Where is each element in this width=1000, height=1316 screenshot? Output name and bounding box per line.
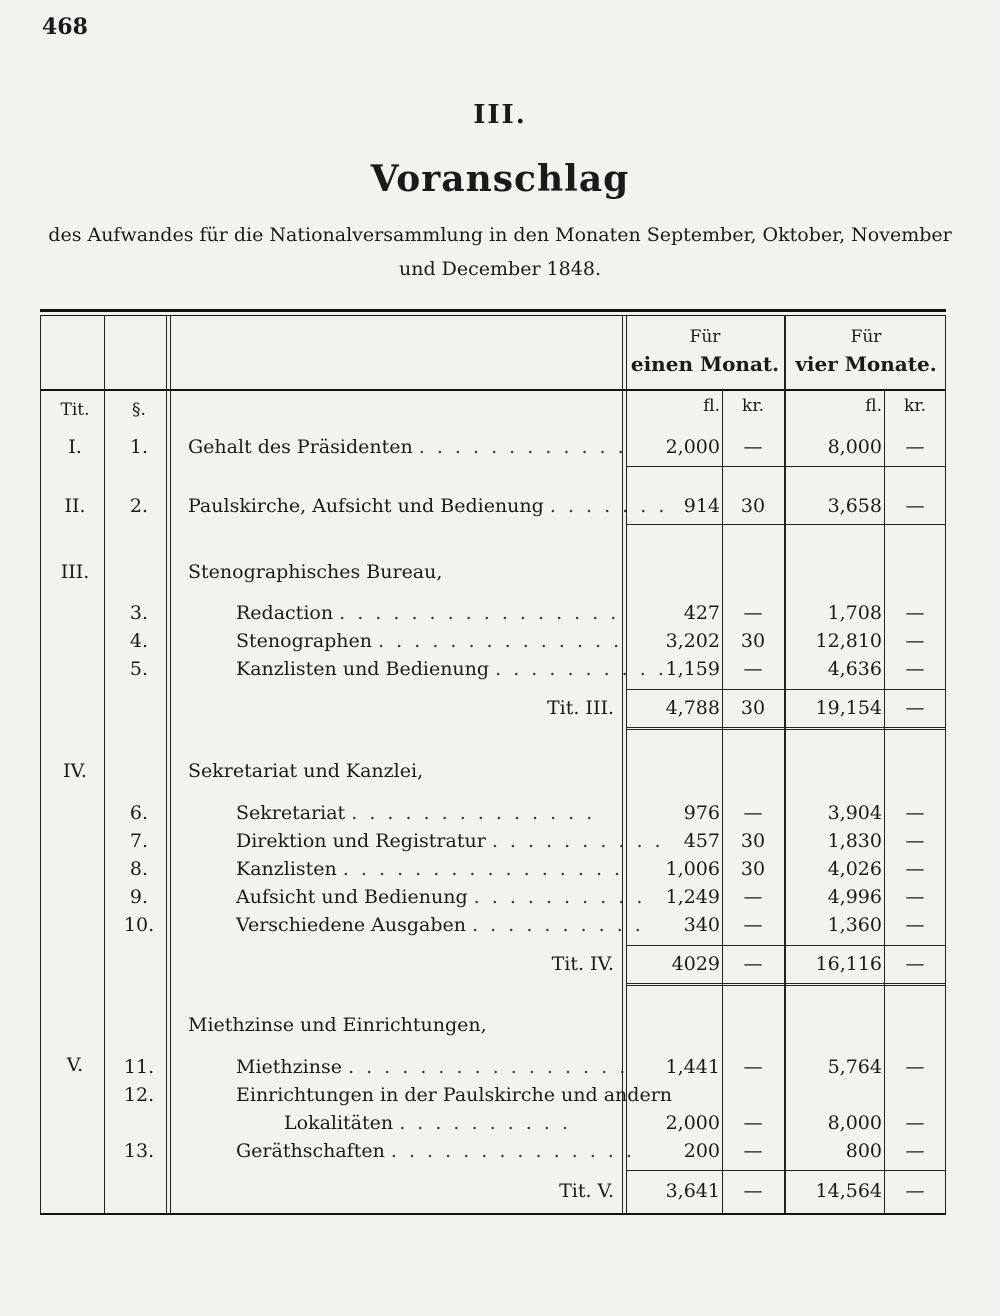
subtotal-one-month-kr: — xyxy=(743,1180,763,1202)
amount-four-months-fl: 800 xyxy=(845,1140,882,1162)
paragraph-number: 11. xyxy=(123,1056,155,1078)
paragraph-number: 3. xyxy=(129,602,149,624)
amount-four-months-fl: 4,026 xyxy=(827,858,882,880)
subtotal-rule xyxy=(626,945,946,946)
title-number: IV. xyxy=(63,760,87,782)
line-item-label: Geräthschaften . . . . . . . . . . . . . . xyxy=(236,1140,635,1162)
amount-four-months-fl: 8,000 xyxy=(827,436,882,458)
header-einen-monat: einen Monat. xyxy=(630,352,780,376)
amount-four-months-fl: 1,830 xyxy=(827,830,882,852)
amount-four-months-fl: 3,904 xyxy=(827,802,882,824)
subtotal-rule xyxy=(626,1170,946,1171)
paragraph-number: 7. xyxy=(129,830,149,852)
table-border-left xyxy=(40,315,41,1213)
line-item-label: Einrichtungen in der Paulskirche und andern xyxy=(236,1084,673,1106)
line-item-label-continued: Lokalitäten . . . . . . . . . . xyxy=(284,1112,571,1134)
line-item-label: Aufsicht und Bedienung . . . . . . . . . . xyxy=(236,886,646,908)
amount-four-months-fl: 12,810 xyxy=(815,630,882,652)
subtotal-label: Tit. V. xyxy=(559,1180,614,1202)
table-top-rule xyxy=(40,309,946,312)
header-fuer-1: Für xyxy=(689,327,721,347)
paragraph-number: 6. xyxy=(129,802,149,824)
title-number: II. xyxy=(64,495,86,517)
line-item-label: Paulskirche, Aufsicht und Bedienung . . . . . . . xyxy=(188,495,668,517)
amount-four-months-fl: 5,764 xyxy=(827,1056,882,1078)
amount-one-month-kr: — xyxy=(743,436,763,458)
subtotal-one-month-kr: — xyxy=(743,953,763,975)
amount-four-months-kr: — xyxy=(905,602,925,624)
amount-four-months-kr: — xyxy=(905,658,925,680)
amount-one-month-kr: 30 xyxy=(740,495,766,517)
subtotal-four-months-kr: — xyxy=(905,1180,925,1202)
amount-four-months-kr: — xyxy=(905,630,925,652)
row-divider xyxy=(626,524,946,525)
amount-four-months-kr: — xyxy=(905,886,925,908)
subtotal-four-months-kr: — xyxy=(905,953,925,975)
amount-four-months-fl: 8,000 xyxy=(827,1112,882,1134)
amount-one-month-kr: — xyxy=(743,658,763,680)
paragraph-number: 9. xyxy=(129,886,149,908)
section-numeral: III. xyxy=(473,100,527,130)
paragraph-number: 8. xyxy=(129,858,149,880)
amount-one-month-kr: 30 xyxy=(740,830,766,852)
section-heading: Miethzinse und Einrichtungen, xyxy=(188,1014,487,1036)
header-tit: Tit. xyxy=(60,400,90,420)
header-kr-2: kr. xyxy=(904,396,926,416)
table-bottom-rule xyxy=(40,1213,946,1215)
amount-one-month-fl: 1,159 xyxy=(665,658,720,680)
amount-four-months-kr: — xyxy=(905,495,925,517)
amount-one-month-kr: — xyxy=(743,1056,763,1078)
subtotal-rule xyxy=(626,689,946,690)
amount-one-month-fl: 2,000 xyxy=(665,1112,720,1134)
amount-four-months-kr: — xyxy=(905,830,925,852)
subtotal-label: Tit. IV. xyxy=(551,953,614,975)
page-number: 468 xyxy=(42,14,88,40)
table-top-rule-thin xyxy=(40,315,946,316)
line-item-label: Kanzlisten . . . . . . . . . . . . . . . . xyxy=(236,858,624,880)
paragraph-number: 2. xyxy=(129,495,149,517)
amount-one-month-fl: 340 xyxy=(683,914,720,936)
document-title: Voranschlag xyxy=(370,158,630,200)
document-subtitle: des Aufwandes für die Nationalversammlung in den Monaten September, Oktober, November und December 1848. xyxy=(48,224,952,280)
amount-one-month-fl: 200 xyxy=(683,1140,720,1162)
amount-four-months-kr: — xyxy=(905,1140,925,1162)
amount-four-months-kr: — xyxy=(905,436,925,458)
line-item-label: Gehalt des Präsidenten . . . . . . . . . . . . xyxy=(188,436,627,458)
line-item-label: Sekretariat . . . . . . . . . . . . . . xyxy=(236,802,596,824)
amount-four-months-kr: — xyxy=(905,802,925,824)
paragraph-number: 13. xyxy=(123,1140,155,1162)
amount-one-month-fl: 976 xyxy=(683,802,720,824)
amount-four-months-kr: — xyxy=(905,858,925,880)
amount-one-month-kr: — xyxy=(743,914,763,936)
title-number: I. xyxy=(68,436,82,458)
amount-four-months-fl: 4,636 xyxy=(827,658,882,680)
subtotal-four-months-kr: — xyxy=(905,697,925,719)
line-item-label: Kanzlisten und Bedienung . . . . . . . . . . xyxy=(236,658,667,680)
header-fl-2: fl. xyxy=(865,396,882,416)
subtotal-double-rule xyxy=(626,983,946,986)
amount-one-month-kr: — xyxy=(743,886,763,908)
paragraph-number: 1. xyxy=(129,436,149,458)
amount-four-months-kr: — xyxy=(905,1112,925,1134)
line-item-label: Verschiedene Ausgaben . . . . . . . . . . xyxy=(236,914,644,936)
column-divider xyxy=(784,315,786,1213)
subtotal-one-month-fl: 3,641 xyxy=(665,1180,720,1202)
amount-one-month-kr: — xyxy=(743,1140,763,1162)
table-header-rule xyxy=(40,389,946,391)
subtotal-four-months-fl: 14,564 xyxy=(815,1180,882,1202)
amount-one-month-fl: 1,249 xyxy=(665,886,720,908)
header-fuer-2: Für xyxy=(850,327,882,347)
section-heading: Stenographisches Bureau, xyxy=(188,561,443,583)
subtotal-double-rule xyxy=(626,727,946,730)
amount-one-month-fl: 3,202 xyxy=(665,630,720,652)
subtotal-four-months-fl: 16,116 xyxy=(815,953,882,975)
header-kr-1: kr. xyxy=(742,396,764,416)
subtotal-one-month-fl: 4,788 xyxy=(665,697,720,719)
header-paragraph: §. xyxy=(132,400,146,420)
paragraph-number: 4. xyxy=(129,630,149,652)
subtotal-label: Tit. III. xyxy=(546,697,614,719)
amount-one-month-fl: 457 xyxy=(683,830,720,852)
paragraph-number: 10. xyxy=(123,914,155,936)
amount-one-month-fl: 2,000 xyxy=(665,436,720,458)
amount-one-month-kr: 30 xyxy=(740,858,766,880)
line-item-label: Stenographen . . . . . . . . . . . . . . xyxy=(236,630,623,652)
amount-four-months-fl: 1,360 xyxy=(827,914,882,936)
title-number: V. xyxy=(66,1054,84,1076)
amount-one-month-fl: 914 xyxy=(683,495,720,517)
column-divider xyxy=(170,315,171,1213)
amount-four-months-fl: 3,658 xyxy=(827,495,882,517)
subtotal-one-month-fl: 4029 xyxy=(671,953,720,975)
subtotal-one-month-kr: 30 xyxy=(740,697,766,719)
paragraph-number: 5. xyxy=(129,658,149,680)
section-heading: Sekretariat und Kanzlei, xyxy=(188,760,424,782)
header-fl-1: fl. xyxy=(703,396,720,416)
subtotal-four-months-fl: 19,154 xyxy=(815,697,882,719)
amount-four-months-kr: — xyxy=(905,1056,925,1078)
amount-four-months-fl: 1,708 xyxy=(827,602,882,624)
row-divider xyxy=(626,466,946,467)
line-item-label: Direktion und Registratur . . . . . . . . . . xyxy=(236,830,664,852)
paragraph-number: 12. xyxy=(123,1084,155,1106)
amount-four-months-kr: — xyxy=(905,914,925,936)
line-item-label: Miethzinse . . . . . . . . . . . . . . . . xyxy=(236,1056,629,1078)
amount-four-months-fl: 4,996 xyxy=(827,886,882,908)
line-item-label: Redaction . . . . . . . . . . . . . . . . xyxy=(236,602,620,624)
amount-one-month-kr: 30 xyxy=(740,630,766,652)
amount-one-month-fl: 1,006 xyxy=(665,858,720,880)
header-vier-monate: vier Monate. xyxy=(795,352,937,376)
amount-one-month-kr: — xyxy=(743,602,763,624)
amount-one-month-kr: — xyxy=(743,1112,763,1134)
amount-one-month-fl: 427 xyxy=(683,602,720,624)
title-number: III. xyxy=(60,561,90,583)
amount-one-month-kr: — xyxy=(743,802,763,824)
amount-one-month-fl: 1,441 xyxy=(665,1056,720,1078)
